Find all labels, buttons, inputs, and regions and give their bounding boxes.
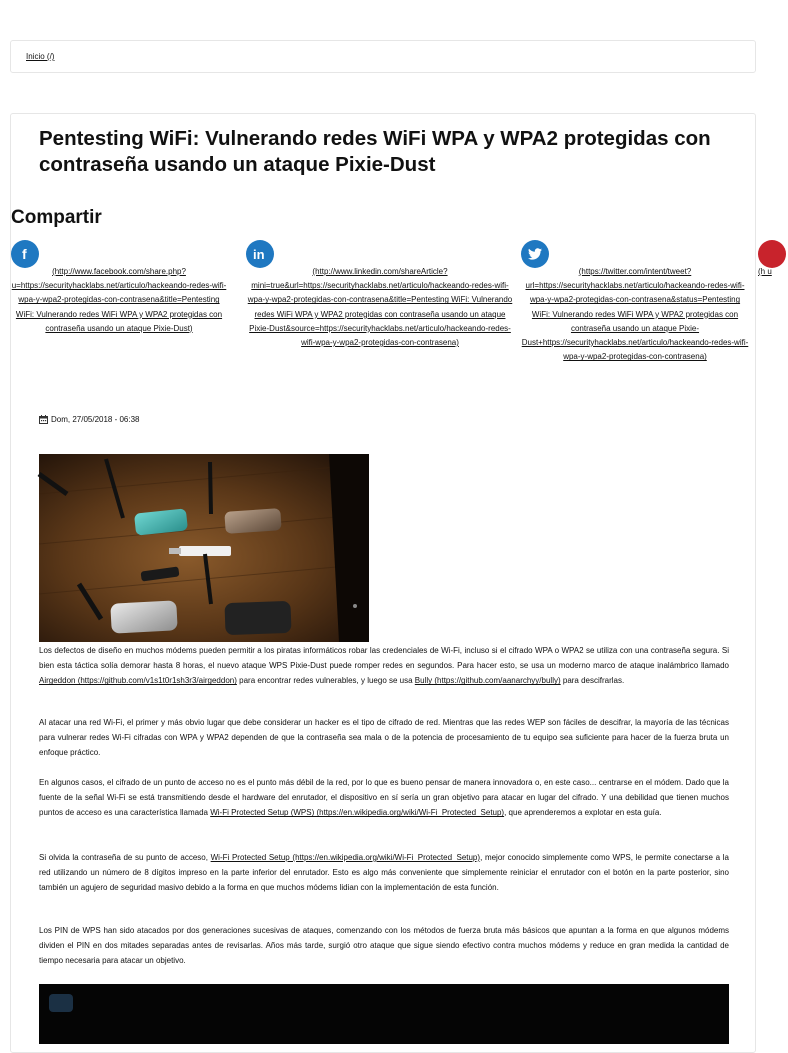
article-date-text: Dom, 27/05/2018 - 06:38: [51, 415, 140, 424]
paragraph-3-text-b: , que aprenderemos a explotar en esta guía.: [504, 808, 662, 818]
paragraph-2: Al atacar una red Wi-Fi, el primer y más obvio lugar que debe considerar un hacker es el tipo de cifrado de red. Mientras que las redes WEP son fáciles de descifrar, la mayoría de las técnicas para vulnerar redes Wi-Fi cifradas con WPA y WPA2 dependen de que la contraseña sea mala o de la potencia de procesamiento de tu equipo sea suficiente para hacer de la fuerza bruta un enfoque práctico.: [39, 718, 729, 758]
calendar-icon: [39, 415, 48, 424]
linkedin-icon[interactable]: [246, 240, 274, 268]
wps-link-2[interactable]: Wi-Fi Protected Setup (https://en.wikipedia.org/wiki/Wi-Fi_Protected_Setup): [210, 853, 481, 862]
pinterest-icon[interactable]: [758, 240, 786, 268]
video-embed[interactable]: [39, 984, 729, 1044]
share-linkedin-link[interactable]: (http://www.linkedin.com/shareArticle?mini=true&url=https://securityhacklabs.net/articulo/hackeando-redes-wifi-wpa-y-wpa2-protegidas-con-contrasena&title=Pentesting WiFi: Vulnerando redes WiFi WPA y WPA2 protegidas con contraseña usando un ataque Pixie-Dust&source=https://securityhacklabs.net/articulo/hackeando-redes-wifi-wpa-y-wpa2-protegidas-con-contrasena): [247, 267, 513, 348]
paragraph-4: [39, 850, 729, 896]
paragraph-5: Los PIN de WPS han sido atacados por dos generaciones sucesivas de ataques, comenzando con los métodos de fuerza bruta más básicos que apuntan a la forma en que algunos módems dividen el PIN en dos mitades separadas antes de revisarlas. Años más tarde, surgió otro ataque que sigue siendo efectivo contra muchos módems y reduce en gran medida la cantidad de tiempo necesaria para atacar un objetivo.: [39, 926, 729, 966]
share-pinterest: [758, 240, 772, 340]
breadcrumb: [10, 40, 756, 73]
paragraph-4-text-a: Si olvida la contraseña de su punto de acceso,: [39, 853, 211, 862]
share-linkedin: [246, 240, 513, 348]
share-twitter-link[interactable]: (https://twitter.com/intent/tweet?url=https://securityhacklabs.net/articulo/hackeando-redes-wifi-wpa-y-wpa2-protegidas-con-contrasena&status=Pentesting WiFi: Vulnerando redes WiFi WPA y WPA2 protegidas con contraseña usando un ataque Pixie-Dust+https://securityhacklabs.net/articulo/hackeando-redes-wifi-wpa-y-wpa2-protegidas-con-contrasena): [521, 267, 749, 362]
wifi-adapters-photo: [39, 454, 369, 642]
breadcrumb-home-link[interactable]: Inicio (/): [26, 52, 55, 61]
facebook-icon[interactable]: [11, 240, 39, 268]
paragraph-4-text-b: , mejor conocido simplemente como WPS, le permite conectarse a la red utilizando un número de 8 dígitos impreso en la parte inferior del enrutador. Esto es algo más conveniente que simplemente reiniciar el enrutador con el botón en la parte posterior, sino también un agujero de seguridad masivo debido a la forma en que muchos módems lidian con la implementación de esta función.: [39, 853, 730, 893]
share-facebook: [11, 240, 227, 333]
wps-link-1[interactable]: Wi-Fi Protected Setup (WPS) (https://en.wikipedia.org/wiki/Wi-Fi_Protected_Setup): [210, 808, 505, 818]
paragraph-1-text-c: para descifrarlas.: [560, 676, 625, 686]
paragraph-1: [39, 643, 729, 689]
share-facebook-link[interactable]: (http://www.facebook.com/share.php?u=https://securityhacklabs.net/articulo/hackeando-redes-wifi-wpa-y-wpa2-protegidas-con-contrasena&title=Pentesting WiFi: Vulnerando redes WiFi WPA y WPA2 protegidas con contraseña usando un ataque Pixie-Dust): [11, 267, 227, 333]
paragraph-1-text-b: para encontrar redes vulnerables, y luego se usa: [236, 676, 415, 686]
paragraph-3-text-a: En algunos casos, el cifrado de un punto de acceso no es el punto más débil de la red, por lo que es bueno pensar de manera innovadora o, en este caso... centrarse en el módem. Dado que la fuente de la señal Wi-Fi se está transmitiendo desde el hardware del enrutador, el dispositivo en sí sería un gran objetivo para atacar en lugar del cifrado. Y una debilidad que tienen muchos puntos de acceso es una característica llamada: [39, 778, 729, 818]
share-twitter: [521, 240, 749, 362]
bully-link[interactable]: Bully (https://github.com/aanarchyy/bully): [414, 676, 561, 686]
article-title: Pentesting WiFi: Vulnerando redes WiFi WPA y WPA2 protegidas con contraseña usando un ataque Pixie-Dust: [39, 127, 711, 176]
svg-text:f: f: [22, 246, 27, 262]
airgeddon-link[interactable]: Airgeddon (https://github.com/v1s1t0r1sh3r3/airgeddon): [39, 676, 237, 686]
paragraph-1-text-a: Los defectos de diseño en muchos módems pueden permitir a los piratas informáticos robar las credenciales de Wi-Fi, incluso si el cifrado WPA o WPA2 se utiliza con una contraseña segura. Si bien esta táctica solía demorar hasta 8 horas, el nuevo ataque WPS Pixie-Dust puede romper redes en segundos. Para hacer esto, se usa un moderno marco de ataque inalámbrico llamado: [39, 646, 729, 671]
share-pinterest-link[interactable]: (h u: [758, 267, 772, 276]
share-heading: Compartir: [11, 207, 102, 228]
twitter-icon[interactable]: [521, 240, 549, 268]
paragraph-3: [39, 775, 729, 821]
svg-text:in: in: [253, 247, 265, 262]
channel-logo-icon: [49, 994, 73, 1012]
article-date: [39, 415, 140, 424]
